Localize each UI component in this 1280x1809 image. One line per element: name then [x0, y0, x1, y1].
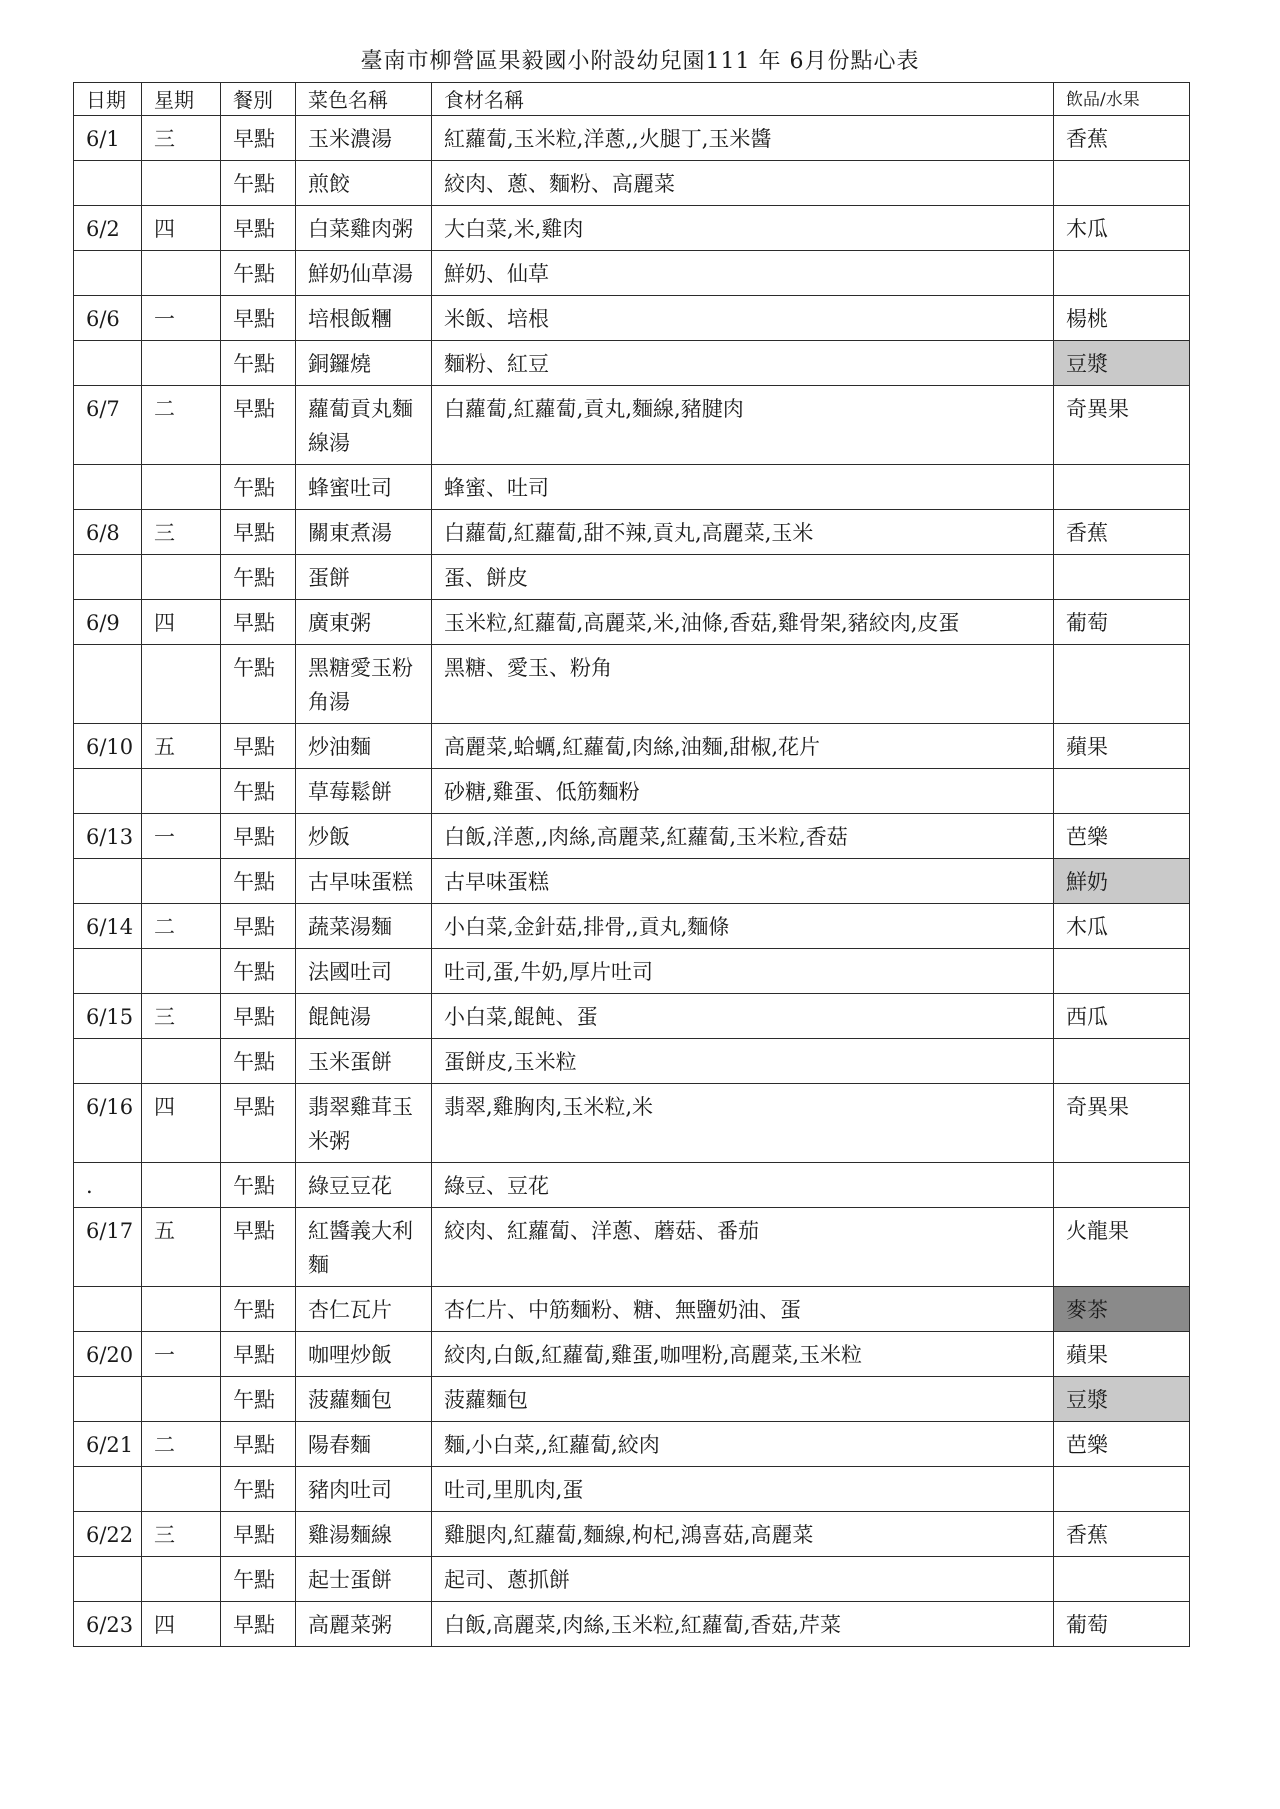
- table-row: [74, 161, 1190, 206]
- cell-dish: 廣東粥: [296, 600, 432, 645]
- cell-date: 6/13: [74, 814, 142, 859]
- cell-meal: 早點: [221, 904, 296, 949]
- cell-weekday: 三: [142, 510, 221, 555]
- table-body: [74, 116, 1190, 1647]
- cell-drink: 楊桃: [1054, 296, 1190, 341]
- cell-dish: 玉米濃湯: [296, 116, 432, 161]
- cell-date: [74, 555, 142, 600]
- snack-menu-table: [73, 82, 1190, 1647]
- cell-date: [74, 1557, 142, 1602]
- cell-ingredients: 玉米粒,紅蘿蔔,高麗菜,米,油條,香菇,雞骨架,豬絞肉,皮蛋: [432, 600, 1054, 645]
- cell-date: 6/15: [74, 994, 142, 1039]
- cell-dish: 紅醬義大利麵: [296, 1208, 432, 1287]
- table-row: [74, 1084, 1190, 1163]
- cell-ingredients: 米飯、培根: [432, 296, 1054, 341]
- cell-dish: 杏仁瓦片: [296, 1287, 432, 1332]
- cell-meal: 午點: [221, 645, 296, 724]
- cell-drink: [1054, 645, 1190, 724]
- cell-weekday: [142, 1377, 221, 1422]
- cell-dish: 鮮奶仙草湯: [296, 251, 432, 296]
- cell-meal: 早點: [221, 814, 296, 859]
- cell-meal: 早點: [221, 600, 296, 645]
- cell-drink: 西瓜: [1054, 994, 1190, 1039]
- table-row: [74, 645, 1190, 724]
- cell-weekday: 三: [142, 994, 221, 1039]
- cell-drink: 麥茶: [1054, 1287, 1190, 1332]
- cell-drink: 香蕉: [1054, 116, 1190, 161]
- table-row: [74, 1557, 1190, 1602]
- cell-date: 6/1: [74, 116, 142, 161]
- cell-weekday: [142, 341, 221, 386]
- cell-meal: 午點: [221, 859, 296, 904]
- table-header-row: [74, 83, 1190, 116]
- header-date: 日期: [74, 83, 142, 116]
- cell-meal: 午點: [221, 161, 296, 206]
- cell-meal: 早點: [221, 1208, 296, 1287]
- cell-meal: 早點: [221, 994, 296, 1039]
- cell-ingredients: 大白菜,米,雞肉: [432, 206, 1054, 251]
- table-row: [74, 341, 1190, 386]
- cell-dish: 蔬菜湯麵: [296, 904, 432, 949]
- cell-ingredients: 蛋餅皮,玉米粒: [432, 1039, 1054, 1084]
- cell-ingredients: 吐司,蛋,牛奶,厚片吐司: [432, 949, 1054, 994]
- table-row: [74, 904, 1190, 949]
- cell-drink: [1054, 555, 1190, 600]
- cell-date: 6/21: [74, 1422, 142, 1467]
- table-row: [74, 724, 1190, 769]
- cell-weekday: [142, 1467, 221, 1512]
- cell-dish: 玉米蛋餅: [296, 1039, 432, 1084]
- cell-dish: 高麗菜粥: [296, 1602, 432, 1647]
- cell-dish: 蛋餅: [296, 555, 432, 600]
- page-title: 臺南市柳營區果毅國小附設幼兒園111 年 6月份點心表: [360, 49, 920, 74]
- cell-meal: 早點: [221, 386, 296, 465]
- cell-weekday: [142, 465, 221, 510]
- cell-date: [74, 769, 142, 814]
- cell-date: [74, 645, 142, 724]
- cell-date: 6/8: [74, 510, 142, 555]
- cell-dish: 炒飯: [296, 814, 432, 859]
- cell-date: [74, 161, 142, 206]
- cell-drink: 木瓜: [1054, 206, 1190, 251]
- cell-weekday: 三: [142, 1512, 221, 1557]
- table-row: [74, 859, 1190, 904]
- cell-drink: [1054, 769, 1190, 814]
- cell-drink: [1054, 251, 1190, 296]
- cell-weekday: 三: [142, 116, 221, 161]
- cell-drink: [1054, 1163, 1190, 1208]
- cell-meal: 午點: [221, 555, 296, 600]
- cell-drink: 蘋果: [1054, 1332, 1190, 1377]
- cell-dish: 蘿蔔貢丸麵線湯: [296, 386, 432, 465]
- cell-dish: 銅鑼燒: [296, 341, 432, 386]
- cell-meal: 午點: [221, 1039, 296, 1084]
- table-row: [74, 1602, 1190, 1647]
- cell-date: [74, 949, 142, 994]
- table-row: [74, 206, 1190, 251]
- cell-drink: 芭樂: [1054, 814, 1190, 859]
- cell-dish: 白菜雞肉粥: [296, 206, 432, 251]
- cell-dish: 黑糖愛玉粉角湯: [296, 645, 432, 724]
- cell-ingredients: 古早味蛋糕: [432, 859, 1054, 904]
- header-ingredients: 食材名稱: [432, 83, 1054, 116]
- cell-ingredients: 小白菜,金針菇,排骨,,貢丸,麵條: [432, 904, 1054, 949]
- cell-ingredients: 白蘿蔔,紅蘿蔔,甜不辣,貢丸,高麗菜,玉米: [432, 510, 1054, 555]
- header-drink: 飲品/水果: [1054, 83, 1190, 116]
- cell-dish: 草莓鬆餅: [296, 769, 432, 814]
- table-row: [74, 116, 1190, 161]
- cell-meal: 早點: [221, 510, 296, 555]
- cell-weekday: 四: [142, 600, 221, 645]
- cell-drink: [1054, 1467, 1190, 1512]
- table-row: [74, 386, 1190, 465]
- cell-date: 6/23: [74, 1602, 142, 1647]
- cell-dish: 豬肉吐司: [296, 1467, 432, 1512]
- cell-date: 6/2: [74, 206, 142, 251]
- cell-meal: 早點: [221, 1084, 296, 1163]
- cell-drink: 火龍果: [1054, 1208, 1190, 1287]
- cell-dish: 雞湯麵線: [296, 1512, 432, 1557]
- table-row: [74, 510, 1190, 555]
- cell-dish: 餛飩湯: [296, 994, 432, 1039]
- cell-weekday: [142, 859, 221, 904]
- cell-ingredients: 白飯,高麗菜,肉絲,玉米粒,紅蘿蔔,香菇,芹菜: [432, 1602, 1054, 1647]
- cell-date: .: [74, 1163, 142, 1208]
- cell-dish: 翡翠雞茸玉米粥: [296, 1084, 432, 1163]
- table-row: [74, 1512, 1190, 1557]
- cell-ingredients: 麵,小白菜,,紅蘿蔔,絞肉: [432, 1422, 1054, 1467]
- cell-weekday: [142, 1557, 221, 1602]
- table-row: [74, 555, 1190, 600]
- cell-drink: [1054, 161, 1190, 206]
- cell-meal: 午點: [221, 1467, 296, 1512]
- cell-meal: 早點: [221, 296, 296, 341]
- cell-ingredients: 絞肉,白飯,紅蘿蔔,雞蛋,咖哩粉,高麗菜,玉米粒: [432, 1332, 1054, 1377]
- cell-dish: 起士蛋餅: [296, 1557, 432, 1602]
- cell-weekday: [142, 555, 221, 600]
- cell-drink: 木瓜: [1054, 904, 1190, 949]
- cell-ingredients: 鮮奶、仙草: [432, 251, 1054, 296]
- cell-dish: 古早味蛋糕: [296, 859, 432, 904]
- cell-weekday: 五: [142, 724, 221, 769]
- cell-ingredients: 起司、蔥抓餅: [432, 1557, 1054, 1602]
- cell-weekday: [142, 161, 221, 206]
- cell-drink: 豆漿: [1054, 1377, 1190, 1422]
- cell-meal: 早點: [221, 1332, 296, 1377]
- cell-weekday: [142, 769, 221, 814]
- table-row: [74, 994, 1190, 1039]
- cell-date: [74, 341, 142, 386]
- header-dish: 菜色名稱: [296, 83, 432, 116]
- cell-weekday: 一: [142, 1332, 221, 1377]
- cell-drink: 芭樂: [1054, 1422, 1190, 1467]
- cell-meal: 午點: [221, 1557, 296, 1602]
- cell-ingredients: 高麗菜,蛤蠣,紅蘿蔔,肉絲,油麵,甜椒,花片: [432, 724, 1054, 769]
- cell-ingredients: 綠豆、豆花: [432, 1163, 1054, 1208]
- cell-date: [74, 465, 142, 510]
- cell-meal: 午點: [221, 1163, 296, 1208]
- cell-weekday: [142, 1039, 221, 1084]
- table-row: [74, 251, 1190, 296]
- header-meal: 餐別: [221, 83, 296, 116]
- cell-weekday: [142, 1287, 221, 1332]
- cell-date: 6/20: [74, 1332, 142, 1377]
- cell-ingredients: 白蘿蔔,紅蘿蔔,貢丸,麵線,豬腱肉: [432, 386, 1054, 465]
- cell-weekday: 四: [142, 1084, 221, 1163]
- cell-drink: 鮮奶: [1054, 859, 1190, 904]
- cell-ingredients: 砂糖,雞蛋、低筋麵粉: [432, 769, 1054, 814]
- cell-drink: [1054, 949, 1190, 994]
- table-row: [74, 600, 1190, 645]
- table-row: [74, 1163, 1190, 1208]
- cell-meal: 午點: [221, 949, 296, 994]
- table-row: [74, 1332, 1190, 1377]
- cell-weekday: [142, 949, 221, 994]
- cell-date: 6/9: [74, 600, 142, 645]
- cell-drink: 香蕉: [1054, 1512, 1190, 1557]
- cell-meal: 午點: [221, 1377, 296, 1422]
- table-row: [74, 1039, 1190, 1084]
- cell-dish: 煎餃: [296, 161, 432, 206]
- cell-meal: 午點: [221, 465, 296, 510]
- cell-dish: 培根飯糰: [296, 296, 432, 341]
- table-row: [74, 949, 1190, 994]
- cell-meal: 早點: [221, 116, 296, 161]
- cell-meal: 早點: [221, 1422, 296, 1467]
- table-row: [74, 296, 1190, 341]
- cell-drink: 奇異果: [1054, 386, 1190, 465]
- cell-date: 6/10: [74, 724, 142, 769]
- cell-date: 6/17: [74, 1208, 142, 1287]
- cell-dish: 蜂蜜吐司: [296, 465, 432, 510]
- cell-ingredients: 絞肉、蔥、麵粉、高麗菜: [432, 161, 1054, 206]
- cell-meal: 早點: [221, 724, 296, 769]
- cell-ingredients: 黑糖、愛玉、粉角: [432, 645, 1054, 724]
- table-row: [74, 1377, 1190, 1422]
- cell-date: [74, 1039, 142, 1084]
- cell-meal: 午點: [221, 251, 296, 296]
- cell-date: [74, 1287, 142, 1332]
- cell-date: 6/14: [74, 904, 142, 949]
- cell-weekday: [142, 1163, 221, 1208]
- cell-date: 6/22: [74, 1512, 142, 1557]
- cell-date: [74, 1467, 142, 1512]
- cell-drink: 豆漿: [1054, 341, 1190, 386]
- cell-ingredients: 小白菜,餛飩、蛋: [432, 994, 1054, 1039]
- cell-weekday: [142, 251, 221, 296]
- cell-drink: 蘋果: [1054, 724, 1190, 769]
- cell-meal: 早點: [221, 206, 296, 251]
- table-row: [74, 465, 1190, 510]
- cell-dish: 關東煮湯: [296, 510, 432, 555]
- cell-weekday: 二: [142, 904, 221, 949]
- cell-weekday: 五: [142, 1208, 221, 1287]
- cell-date: 6/6: [74, 296, 142, 341]
- cell-weekday: 二: [142, 386, 221, 465]
- cell-weekday: [142, 645, 221, 724]
- cell-drink: 香蕉: [1054, 510, 1190, 555]
- cell-dish: 炒油麵: [296, 724, 432, 769]
- cell-weekday: 一: [142, 296, 221, 341]
- table-row: [74, 1422, 1190, 1467]
- cell-meal: 午點: [221, 769, 296, 814]
- cell-ingredients: 翡翠,雞胸肉,玉米粒,米: [432, 1084, 1054, 1163]
- cell-dish: 陽春麵: [296, 1422, 432, 1467]
- cell-ingredients: 菠蘿麵包: [432, 1377, 1054, 1422]
- cell-date: 6/16: [74, 1084, 142, 1163]
- cell-weekday: 四: [142, 1602, 221, 1647]
- cell-ingredients: 麵粉、紅豆: [432, 341, 1054, 386]
- header-weekday: 星期: [142, 83, 221, 116]
- cell-drink: [1054, 465, 1190, 510]
- cell-weekday: 二: [142, 1422, 221, 1467]
- cell-ingredients: 蜂蜜、吐司: [432, 465, 1054, 510]
- cell-dish: 菠蘿麵包: [296, 1377, 432, 1422]
- cell-date: 6/7: [74, 386, 142, 465]
- cell-dish: 綠豆豆花: [296, 1163, 432, 1208]
- table-row: [74, 1467, 1190, 1512]
- cell-meal: 午點: [221, 341, 296, 386]
- cell-ingredients: 吐司,里肌肉,蛋: [432, 1467, 1054, 1512]
- cell-weekday: 四: [142, 206, 221, 251]
- cell-drink: [1054, 1039, 1190, 1084]
- table-row: [74, 814, 1190, 859]
- cell-date: [74, 1377, 142, 1422]
- table-row: [74, 1287, 1190, 1332]
- cell-drink: 奇異果: [1054, 1084, 1190, 1163]
- cell-ingredients: 白飯,洋蔥,,肉絲,高麗菜,紅蘿蔔,玉米粒,香菇: [432, 814, 1054, 859]
- cell-drink: [1054, 1557, 1190, 1602]
- cell-dish: 法國吐司: [296, 949, 432, 994]
- cell-ingredients: 蛋、餅皮: [432, 555, 1054, 600]
- cell-meal: 早點: [221, 1512, 296, 1557]
- table-row: [74, 1208, 1190, 1287]
- cell-ingredients: 雞腿肉,紅蘿蔔,麵線,枸杞,鴻喜菇,高麗菜: [432, 1512, 1054, 1557]
- cell-date: [74, 251, 142, 296]
- cell-ingredients: 紅蘿蔔,玉米粒,洋蔥,,火腿丁,玉米醬: [432, 116, 1054, 161]
- cell-dish: 咖哩炒飯: [296, 1332, 432, 1377]
- cell-meal: 午點: [221, 1287, 296, 1332]
- cell-drink: 葡萄: [1054, 1602, 1190, 1647]
- cell-weekday: 一: [142, 814, 221, 859]
- cell-drink: 葡萄: [1054, 600, 1190, 645]
- cell-meal: 早點: [221, 1602, 296, 1647]
- cell-ingredients: 杏仁片、中筋麵粉、糖、無鹽奶油、蛋: [432, 1287, 1054, 1332]
- cell-date: [74, 859, 142, 904]
- cell-ingredients: 絞肉、紅蘿蔔、洋蔥、蘑菇、番茄: [432, 1208, 1054, 1287]
- table-row: [74, 769, 1190, 814]
